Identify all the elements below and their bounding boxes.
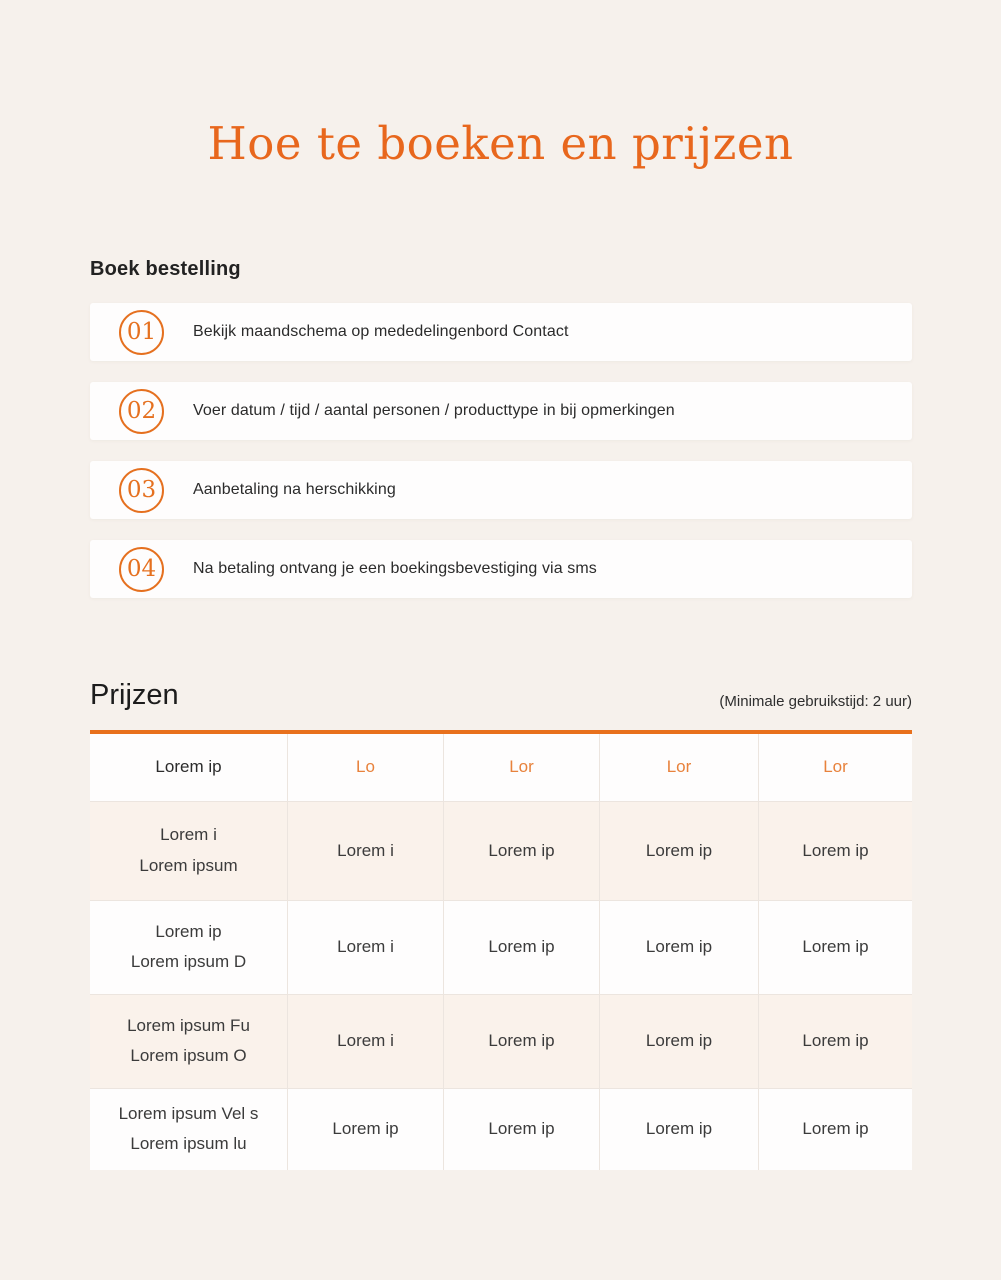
column-header: Lor	[600, 734, 759, 801]
step-text: Na betaling ontvang je een boekingsbevestiging via sms	[193, 560, 597, 578]
price-cell: Lorem ip	[759, 994, 912, 1088]
step-number-badge: 01	[119, 310, 164, 355]
pricing-section-header	[90, 677, 912, 715]
booking-step-2	[90, 382, 912, 440]
price-cell: Lorem ip	[444, 994, 600, 1088]
row-label-cell	[90, 900, 288, 994]
row-label-line: Lorem ipsum O	[130, 1046, 247, 1066]
step-number-badge: 04	[119, 547, 164, 592]
price-cell: Lorem ip	[600, 801, 759, 900]
column-header: Lor	[444, 734, 600, 801]
row-label-line: Lorem ipsum lu	[130, 1134, 247, 1154]
row-label-line: Lorem ipsum D	[130, 952, 247, 972]
step-text: Aanbetaling na herschikking	[193, 481, 396, 499]
price-cell: Lorem ip	[444, 1088, 600, 1170]
booking-step-1	[90, 303, 912, 361]
row-label-line: Lorem ipsum Fu	[127, 1015, 250, 1035]
pricing-heading: Prijzen	[90, 679, 179, 712]
content-column	[90, 258, 912, 1170]
column-header: Lorem ip	[90, 734, 288, 801]
booking-steps-list	[90, 303, 912, 598]
row-label-line: Lorem ipsum Vel s	[118, 1103, 259, 1123]
row-label-line: Lorem i	[160, 825, 217, 845]
price-cell: Lorem ip	[759, 801, 912, 900]
step-number-badge: 02	[119, 389, 164, 434]
column-header: Lo	[288, 734, 444, 801]
price-cell: Lorem ip	[444, 801, 600, 900]
pricing-minimum-time-note: (Minimale gebruikstijd: 2 uur)	[719, 692, 912, 710]
price-cell: Lorem ip	[600, 1088, 759, 1170]
column-header: Lor	[759, 734, 912, 801]
booking-step-4	[90, 540, 912, 598]
row-label-line: Lorem ipsum	[139, 855, 238, 875]
price-cell: Lorem ip	[288, 1088, 444, 1170]
step-text: Bekijk maandschema op mededelingenbord Contact	[193, 323, 569, 341]
price-cell: Lorem i	[288, 801, 444, 900]
booking-section-heading: Boek bestelling	[90, 258, 241, 281]
price-cell: Lorem ip	[444, 900, 600, 994]
booking-step-3	[90, 461, 912, 519]
price-cell: Lorem ip	[759, 1088, 912, 1170]
price-cell: Lorem ip	[759, 900, 912, 994]
price-table	[90, 730, 912, 1170]
page-title: Hoe te boeken en prijzen	[207, 117, 794, 170]
row-label-cell	[90, 801, 288, 900]
price-cell: Lorem i	[288, 994, 444, 1088]
row-label-line: Lorem ip	[155, 921, 222, 941]
row-label-cell	[90, 1088, 288, 1170]
price-cell: Lorem ip	[600, 994, 759, 1088]
step-text: Voer datum / tijd / aantal personen / producttype in bij opmerkingen	[193, 402, 675, 420]
row-label-cell	[90, 994, 288, 1088]
step-number-badge: 03	[119, 468, 164, 513]
price-cell: Lorem ip	[600, 900, 759, 994]
price-cell: Lorem i	[288, 900, 444, 994]
